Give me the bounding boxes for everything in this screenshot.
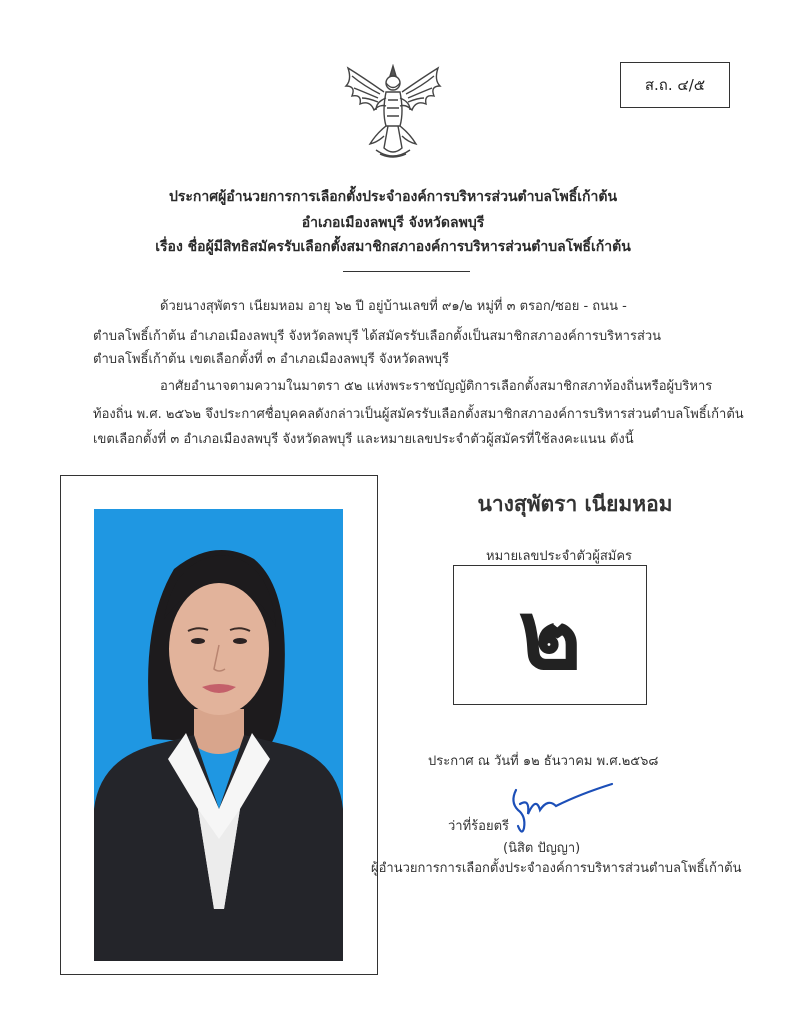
candidate-name: นางสุพัตรา เนียมหอม: [477, 492, 673, 516]
header-line-1: ประกาศผู้อำนวยการการเลือกตั้งประจำองค์การบริหารส่วนตำบลโพธิ์เก้าต้น: [168, 189, 618, 205]
handwritten-signature: [500, 780, 620, 836]
signer-title: ผู้อำนวยการการเลือกตั้งประจำองค์การบริหารส่วนตำบลโพธิ์เก้าต้น: [371, 861, 742, 876]
body-p2-line-3: เขตเลือกตั้งที่ ๓ อำเภอเมืองลพบุรี จังหวัดลพบุรี และหมายเลขประจำตัวผู้สมัครที่ใช้ลงคะแนน ดังนี้: [93, 432, 634, 447]
header-subject: เรื่อง ชื่อผู้มีสิทธิสมัครรับเลือกตั้งสมาชิกสภาองค์การบริหารส่วนตำบลโพธิ์เก้าต้น: [155, 239, 631, 255]
body-p1-line-2: ตำบลโพธิ์เก้าต้น อำเภอเมืองลพบุรี จังหวัดลพบุรี ได้สมัครรับเลือกตั้งเป็นสมาชิกสภาองค์การบริหารส่วน: [93, 329, 662, 344]
header-divider: [343, 271, 470, 272]
candidate-number: ๒: [518, 579, 582, 691]
candidate-number-caption: หมายเลขประจำตัวผู้สมัคร: [486, 549, 633, 564]
body-p1-line-1: ด้วยนางสุพัตรา เนียมหอม อายุ ๖๒ ปี อยู่บ้านเลขที่ ๙๑/๒ หมู่ที่ ๓ ตรอก/ซอย - ถนน -: [160, 299, 627, 314]
announcement-date: ประกาศ ณ วันที่ ๑๒ ธันวาคม พ.ศ.๒๕๖๘: [428, 754, 659, 769]
body-p2-line-2: ท้องถิ่น พ.ศ. ๒๕๖๒ จึงประกาศชื่อบุคคลดังกล่าวเป็นผู้สมัครรับเลือกตั้งสมาชิกสภาองค์การบริหารส่วนตำบลโพธิ์เก้าต้น: [93, 407, 744, 422]
candidate-portrait: [94, 509, 343, 961]
header-line-2: อำเภอเมืองลพบุรี จังหวัดลพบุรี: [301, 215, 485, 231]
body-p2-line-1: อาศัยอำนาจตามความในมาตรา ๕๒ แห่งพระราชบัญญัติการเลือกตั้งสมาชิกสภาท้องถิ่นหรือผู้บริหาร: [160, 379, 713, 394]
garuda-emblem-icon: [340, 64, 446, 162]
form-code-text: ส.ถ. ๔/๕: [644, 76, 706, 94]
signer-name: (นิสิต ปัญญา): [503, 841, 581, 856]
signer-rank: ว่าที่ร้อยตรี: [448, 819, 510, 834]
body-p1-line-3: ตำบลโพธิ์เก้าต้น เขตเลือกตั้งที่ ๓ อำเภอเมืองลพบุรี จังหวัดลพบุรี: [93, 352, 449, 367]
candidate-number-box: [453, 565, 647, 705]
form-code-box: [620, 62, 730, 108]
